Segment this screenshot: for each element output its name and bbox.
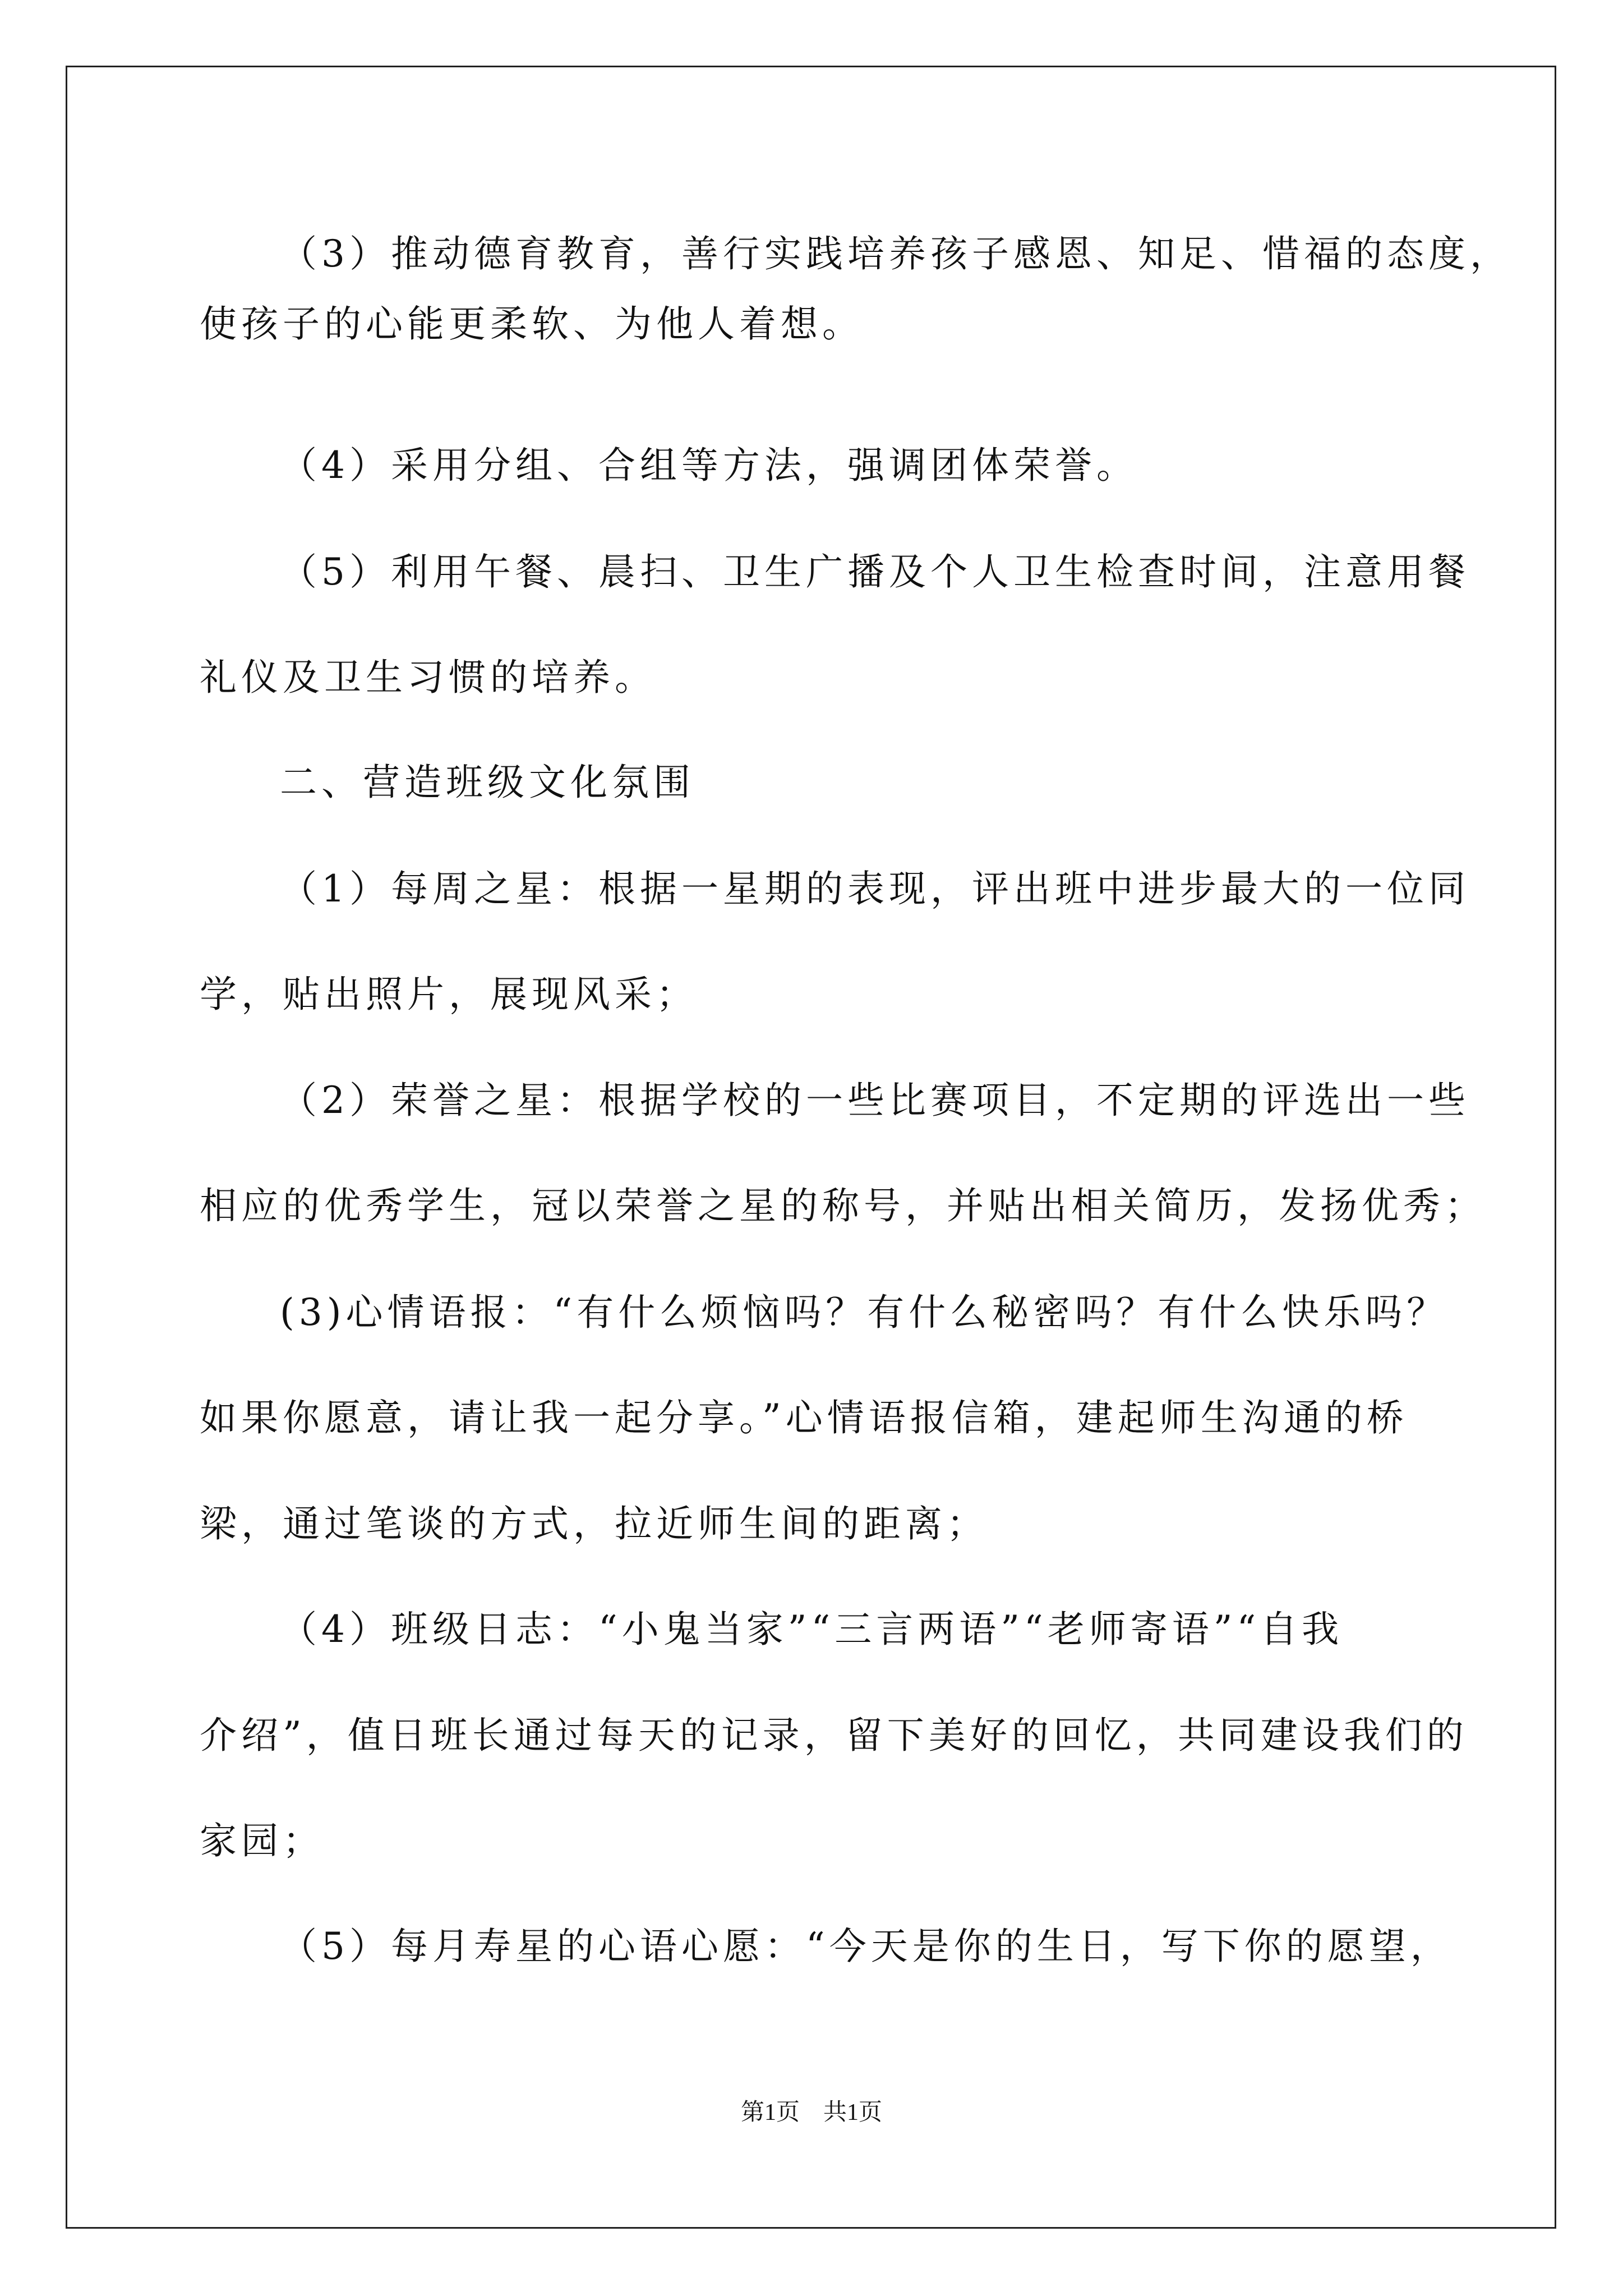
paragraph-3-line-2: 礼仪及卫生习惯的培养。 <box>200 656 656 699</box>
paragraph-1-line-2: 使孩子的心能更柔软、为他人着想。 <box>200 302 864 346</box>
paragraph-5-line-1: （1）每周之星：根据一星期的表现，评出班中进步最大的一位同 <box>280 867 1470 910</box>
paragraph-7-line-3: 梁，通过笔谈的方式，拉近师生间的距离； <box>200 1502 988 1545</box>
paragraph-6-line-2: 相应的优秀学生，冠以荣誉之星的称号，并贴出相关简历，发扬优秀； <box>200 1184 1486 1227</box>
paragraph-5-line-2: 学，贴出照片，展现风采； <box>200 973 698 1016</box>
paragraph-1-line-1: （3）推动德育教育，善行实践培养孩子感恩、知足、惜福的态度， <box>280 232 1511 275</box>
paragraph-7-line-2: 如果你愿意，请让我一起分享。”心情语报信箱，建起师生沟通的桥 <box>200 1396 1408 1439</box>
paragraph-8-line-1: （4）班级日志：“小鬼当家”“三言两语”“老师寄语”“自我 <box>280 1608 1344 1651</box>
paragraph-3-line-1: （5）利用午餐、晨扫、卫生广播及个人卫生检查时间，注意用餐 <box>280 550 1470 593</box>
paragraph-6-line-1: （2）荣誉之星：根据学校的一些比赛项目，不定期的评选出一些 <box>280 1079 1470 1122</box>
section-heading: 二、营造班级文化氛围 <box>280 761 695 804</box>
page-border <box>66 66 1556 2229</box>
paragraph-7-line-1: (3)心情语报：“有什么烦恼吗？有什么秘密吗？有什么快乐吗？ <box>280 1291 1449 1334</box>
page-footer: 第1页 共1页 <box>740 2100 882 2125</box>
paragraph-8-line-2: 介绍”，值日班长通过每天的记录，留下美好的回忆，共同建设我们的 <box>200 1714 1468 1757</box>
paragraph-2-line-1: （4）采用分组、合组等方法，强调团体荣誉。 <box>280 444 1138 487</box>
paragraph-9-line-1: （5）每月寿星的心语心愿：“今天是你的生日，写下你的愿望， <box>280 1925 1452 1968</box>
paragraph-8-line-3: 家园； <box>200 1819 324 1862</box>
